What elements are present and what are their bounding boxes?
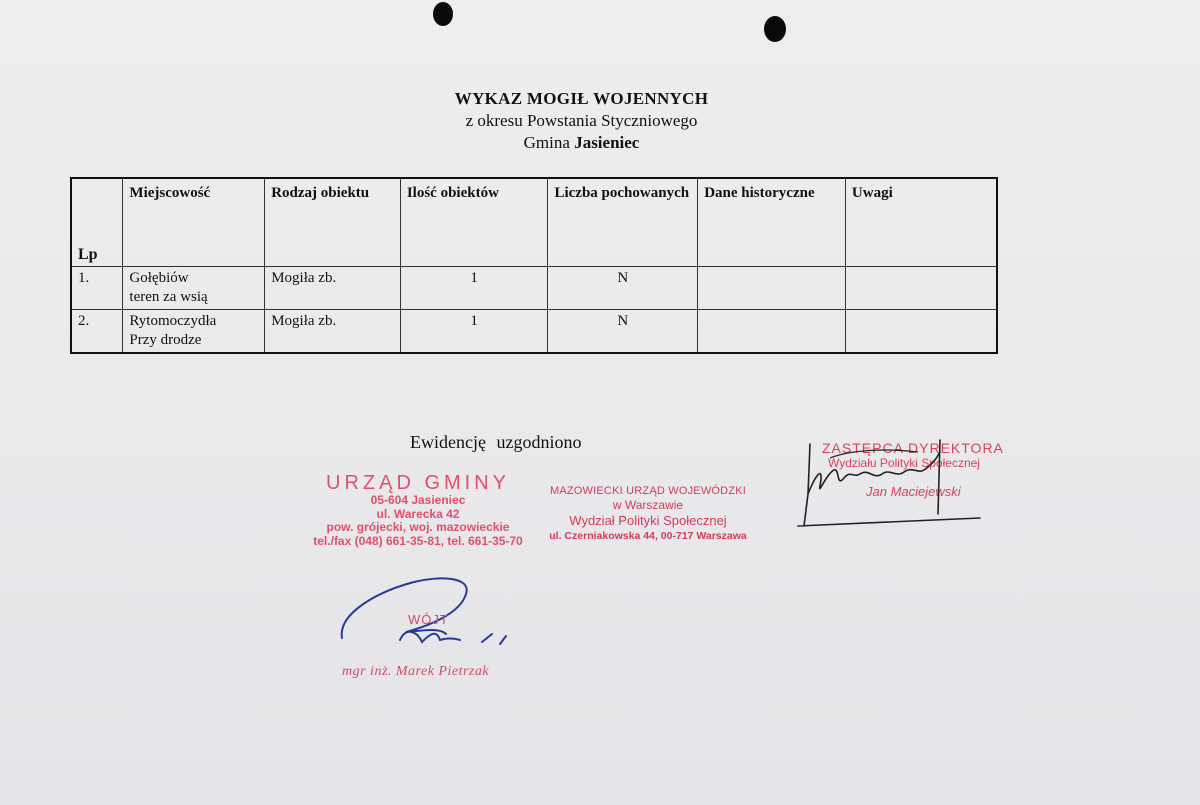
cell-buried: N: [548, 267, 698, 310]
stamp-mazow-line: Wydział Polityki Społecznej: [569, 513, 727, 528]
punch-hole: [433, 2, 453, 26]
cell-place: [123, 267, 265, 310]
cell-lp: 2.: [71, 310, 123, 354]
cell-notes: [845, 267, 997, 310]
table-header-row: [71, 178, 997, 267]
cell-place: [123, 310, 265, 354]
gmina-line: [0, 132, 1163, 154]
gmina-prefix: Gmina: [523, 133, 575, 152]
place-name: Rytomoczydła: [129, 313, 217, 329]
cell-history: [698, 310, 846, 354]
stamp-mazow-line: ul. Czerniakowska 44, 00-717 Warszawa: [549, 530, 747, 542]
deputy-signature: [790, 434, 990, 538]
document-subtitle: z okresu Powstania Styczniowego: [465, 111, 698, 130]
stamp-mazow-line: w Warszawie: [612, 498, 684, 512]
stamp-zastepca-name: Jan Maciejewski: [866, 484, 961, 499]
header-dane: Dane historyczne: [698, 178, 846, 267]
place-name: Gołębiów: [129, 270, 189, 286]
document-title: WYKAZ MOGIŁ WOJENNYCH: [454, 89, 709, 108]
header-ilosc: Ilość obiektów: [400, 178, 548, 267]
header-rodzaj: Rodzaj obiektu: [265, 178, 401, 267]
header-uwagi: Uwagi: [845, 178, 997, 267]
voivodeship-office-stamp: [538, 484, 758, 543]
cell-type: Mogiła zb.: [265, 310, 401, 354]
agreement-text: Ewidencję uzgodniono: [410, 432, 582, 452]
gmina-name: Jasieniec: [574, 133, 640, 152]
table-row: [71, 267, 997, 310]
punch-hole: [764, 16, 786, 42]
cell-lp: 1.: [71, 267, 123, 310]
header-liczba: Liczba pochowanych: [548, 178, 698, 267]
header-lp: Lp: [71, 178, 123, 267]
document-header: [0, 88, 1163, 154]
cell-type: Mogiła zb.: [265, 267, 401, 310]
stamp-zastepca-dept: Wydziału Polityki Społecznej: [828, 456, 980, 470]
place-detail: teren za wsią: [129, 289, 208, 305]
cell-count: 1: [400, 310, 548, 354]
header-miejscowosc: Miejscowość: [123, 178, 265, 267]
cell-notes: [845, 310, 997, 354]
wojt-signature: [336, 568, 526, 654]
stamp-gmina-line: pow. grójecki, woj. mazowieckie: [326, 520, 510, 534]
graves-table: [70, 177, 998, 354]
stamp-zastepca-title: ZASTĘPCA DYREKTORA: [822, 440, 1004, 456]
cell-count: 1: [400, 267, 548, 310]
gmina-office-stamp: [303, 472, 533, 548]
cell-buried: N: [548, 310, 698, 354]
stamp-gmina-line: ul. Warecka 42: [376, 506, 460, 521]
wojt-stamp-label: WÓJT: [408, 612, 449, 627]
stamp-gmina-name: URZĄD GMINY: [326, 472, 510, 494]
stamp-gmina-line: 05-604 Jasieniec: [370, 493, 466, 507]
stamp-gmina-line: tel./fax (048) 661-35-81, tel. 661-35-70: [313, 533, 523, 548]
wojt-stamp-name: mgr inż. Marek Pietrzak: [342, 664, 490, 679]
table-row: [71, 310, 997, 354]
place-detail: Przy drodze: [129, 332, 202, 348]
stamp-mazow-line: MAZOWIECKI URZĄD WOJEWÓDZKI: [549, 485, 747, 497]
cell-history: [698, 267, 846, 310]
